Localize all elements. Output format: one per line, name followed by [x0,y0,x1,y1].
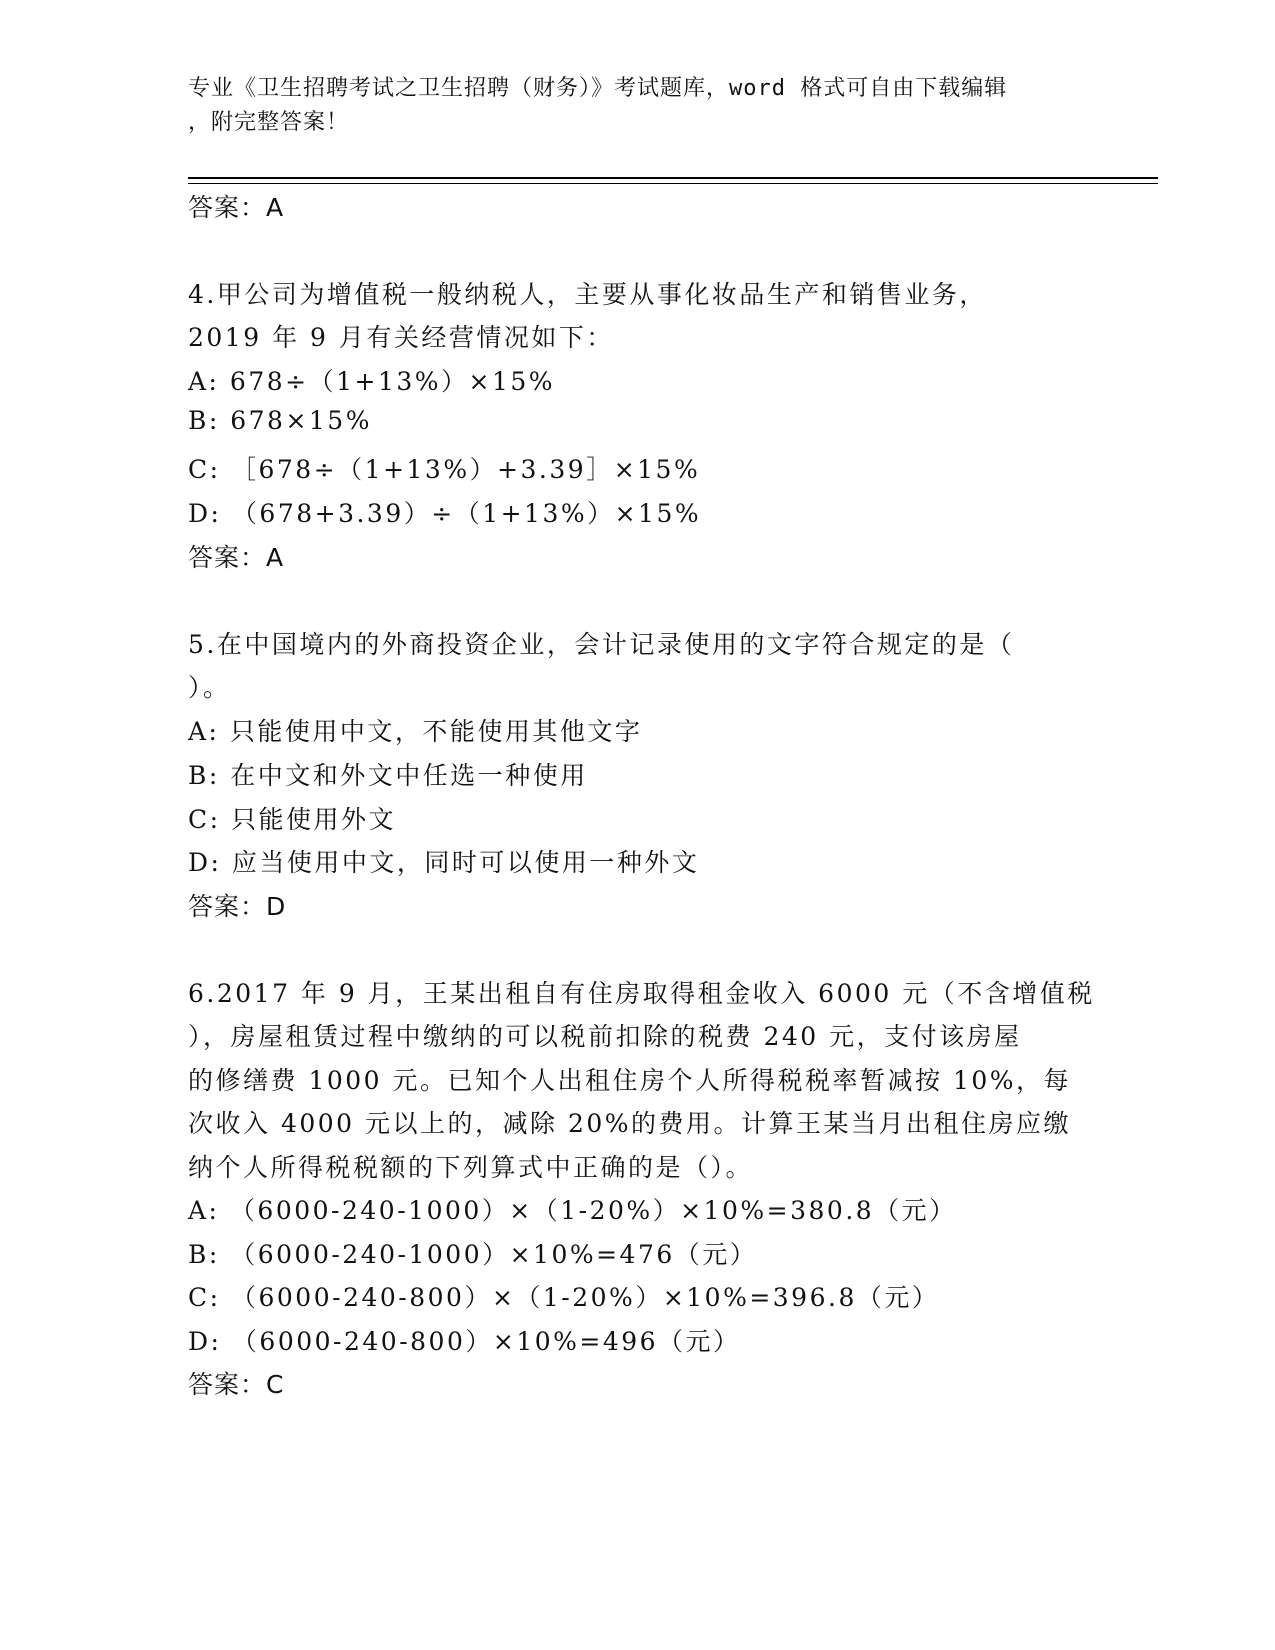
question-5-option-b: B: 在中文和外文中任选一种使用 [188,761,588,790]
question-6-stem-line-3: 的修缮费 1000 元。已知个人出租住房个人所得税税率暂减按 10%，每 [188,1066,1072,1095]
header-rule-thick [188,177,1158,179]
header-line-1: 专业《卫生招聘考试之卫生招聘（财务）》考试题库，word 格式可自由下载编辑 [188,76,1008,101]
question-6-option-c: C: （6000-240-800）×（1-20%）×10%=396.8（元） [188,1283,940,1312]
question-5-option-a: A: 只能使用中文，不能使用其他文字 [188,717,643,746]
question-6-stem-line-5: 纳个人所得税税额的下列算式中正确的是（）。 [188,1153,754,1182]
question-4-option-c: C: ［678÷（1+13%）+3.39］×15% [188,455,701,484]
question-6-stem-line-1: 6.2017 年 9 月，王某出租自有住房取得租金收入 6000 元（不含增值税 [188,979,1095,1008]
question-6-stem-line-2: ），房屋租赁过程中缴纳的可以税前扣除的税费 240 元，支付该房屋 [188,1022,1022,1051]
question-6-answer: 答案：C [188,1370,285,1399]
question-5-stem-line-2: ）。 [188,673,231,702]
question-6-option-b: B: （6000-240-1000）×10%=476（元） [188,1240,758,1269]
answer-label: 答案：A [188,193,285,222]
question-6-option-d: D: （6000-240-800）×10%=496（元） [188,1327,741,1356]
question-4-option-d: D: （678+3.39）÷（1+13%）×15% [188,499,702,528]
question-4-option-a: A: 678÷（1+13%）×15% [188,367,556,396]
question-4-stem-line-2: 2019 年 9 月有关经营情况如下： [188,323,614,352]
question-5-option-c: C: 只能使用外文 [188,805,396,834]
question-4-stem-line-1: 4.甲公司为增值税一般纳税人，主要从事化妆品生产和销售业务， [188,280,987,309]
document-header [188,72,1088,140]
question-5-option-d: D: 应当使用中文，同时可以使用一种外文 [188,848,700,877]
question-6-option-a: A: （6000-240-1000）×（1-20%）×10%=380.8（元） [188,1196,957,1225]
header-rule-thin [188,183,1158,184]
question-5-stem-line-1: 5.在中国境内的外商投资企业，会计记录使用的文字符合规定的是（ [188,630,1015,659]
question-6-stem-line-4: 次收入 4000 元以上的，减除 20%的费用。计算王某当月出租住房应缴 [188,1109,1072,1138]
question-5-answer: 答案：D [188,892,287,921]
question-4-option-b: B: 678×15% [188,406,372,435]
header-line-2: ，附完整答案！ [188,110,350,135]
question-4-answer: 答案：A [188,543,285,572]
